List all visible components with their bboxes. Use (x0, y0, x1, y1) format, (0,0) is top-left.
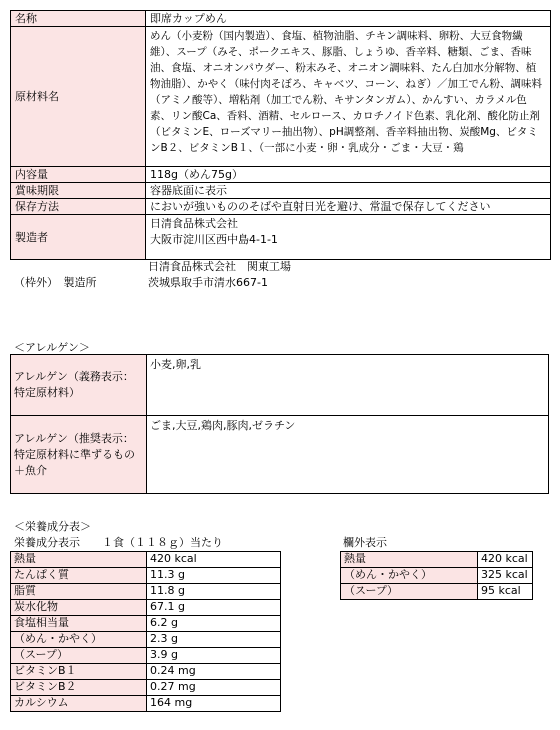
spec-label: 製造者 (11, 215, 146, 260)
nutrition-row-label: （めん・かやく） (11, 632, 147, 648)
extra-row (341, 552, 533, 568)
nutrition-row (11, 552, 281, 568)
spec-row-content (11, 167, 551, 183)
nutrition-row (11, 568, 281, 584)
nutrition-row-label: 食塩相当量 (11, 616, 147, 632)
outside-value: 日清食品株式会社 関東工場 茨城県取手市清水667-1 (148, 260, 291, 289)
extra-row-label: 熱量 (341, 552, 478, 568)
spec-value: 容器底面に表示 (146, 183, 551, 199)
spec-label: 原材料名 (11, 27, 146, 167)
nutrition-table (10, 551, 281, 712)
allergen-heading: ＜アレルゲン＞ (14, 341, 90, 354)
nutrition-row-value: 6.2 g (147, 616, 281, 632)
nutrition-row (11, 648, 281, 664)
nutrition-row-label: ビタミンB２ (11, 680, 147, 696)
nutrition-row-label: カルシウム (11, 696, 147, 712)
spec-value: めん（小麦粉（国内製造）、食塩、植物油脂、チキン調味料、卵粉、大豆食物繊維）、スープ（みそ、ポークエキス、豚脂、しょうゆ、香辛料、糖類、ごま、香味油、食塩、オニオンパウダー、粉末みそ、オニオン調味料、たん白加水分解物、植物油脂）、かやく（味付肉そぼろ、キャベツ、コーン、ねぎ）／加工でん粉、調味料（アミノ酸等）、増粘剤（加工でん粉、キサンタンガム）、かんすい、カラメル色素、リン酸Ca、香料、酒精、セルロース、カロチノイド色素、乳化剤、酸化防止剤（ビタミンE、ローズマリー抽出物）、pH調整剤、香辛料抽出物、炭酸Mg、ビタミンB２、ビタミンB１、（一部に小麦・卵・乳成分・ごま・大豆・鶏 (146, 27, 551, 167)
nutrition-row-value: 0.24 mg (147, 664, 281, 680)
nutrition-heading: ＜栄養成分表＞ (14, 520, 91, 533)
spec-value: 日清食品株式会社 大阪市淀川区西中島4-1-1 (146, 215, 551, 260)
allergen-table (10, 354, 549, 494)
extra-row-value: 420 kcal (478, 552, 533, 568)
extra-row-label: （スープ） (341, 584, 478, 600)
extra-row (341, 568, 533, 584)
allergen-value: ごま,大豆,鶏肉,豚肉,ゼラチン (147, 416, 549, 494)
nutrition-row-value: 164 mg (147, 696, 281, 712)
spec-row-name (11, 11, 551, 27)
nutrition-row-label: たんぱく質 (11, 568, 147, 584)
nutrition-row (11, 632, 281, 648)
spec-value: 118g（めん75g） (146, 167, 551, 183)
allergen-label: アレルゲン（推奨表示：特定原材料に準ずるもの＋魚介 (11, 416, 147, 494)
nutrition-row-value: 11.3 g (147, 568, 281, 584)
nutrition-row (11, 696, 281, 712)
spec-label: 賞味期限 (11, 183, 146, 199)
spec-label: 内容量 (11, 167, 146, 183)
outside-label: （枠外） 製造所 (14, 276, 97, 289)
nutrition-row-value: 0.27 mg (147, 680, 281, 696)
spec-row-storage (11, 199, 551, 215)
allergen-row-mandatory (11, 355, 549, 416)
nutrition-row-label: 熱量 (11, 552, 147, 568)
allergen-row-recommended (11, 416, 549, 494)
nutrition-row-label: 脂質 (11, 584, 147, 600)
nutrition-row-label: ビタミンB１ (11, 664, 147, 680)
nutrition-row-value: 67.1 g (147, 600, 281, 616)
nutrition-row-value: 3.9 g (147, 648, 281, 664)
spec-value: 即席カップめん (146, 11, 551, 27)
extra-row-value: 95 kcal (478, 584, 533, 600)
extra-row (341, 584, 533, 600)
extra-heading: 欄外表示 (343, 536, 387, 549)
nutrition-row-value: 420 kcal (147, 552, 281, 568)
extra-row-label: （めん・かやく） (341, 568, 478, 584)
nutrition-row (11, 584, 281, 600)
spec-value: においが強いもののそばや直射日光を避け、常温で保存してください (146, 199, 551, 215)
spec-row-ingredients (11, 27, 551, 167)
spec-row-manufacturer (11, 215, 551, 260)
nutrition-row-label: 炭水化物 (11, 600, 147, 616)
product-spec-table (10, 10, 551, 260)
allergen-value: 小麦,卵,乳 (147, 355, 549, 416)
nutrition-row-value: 11.8 g (147, 584, 281, 600)
nutrition-row-label: （スープ） (11, 648, 147, 664)
extra-table (340, 551, 533, 600)
allergen-label: アレルゲン（義務表示：特定原材料） (11, 355, 147, 416)
extra-row-value: 325 kcal (478, 568, 533, 584)
nutrition-subheading: 栄養成分表示 １食（１１８ｇ）当たり (14, 536, 223, 549)
spec-row-expiry (11, 183, 551, 199)
nutrition-row (11, 680, 281, 696)
spec-label: 保存方法 (11, 199, 146, 215)
nutrition-row-value: 2.3 g (147, 632, 281, 648)
nutrition-row (11, 664, 281, 680)
spec-label: 名称 (11, 11, 146, 27)
nutrition-row (11, 616, 281, 632)
nutrition-row (11, 600, 281, 616)
